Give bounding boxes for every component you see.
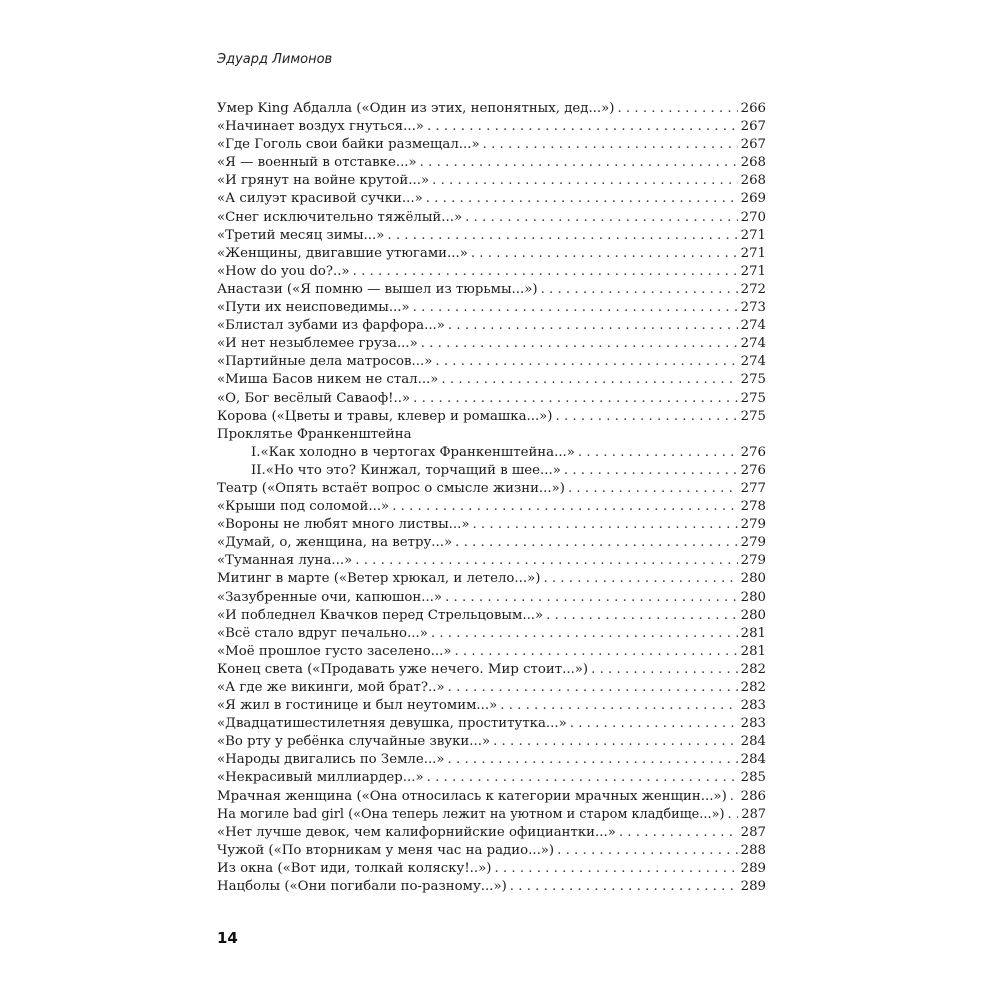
toc-entry-title: «How do you do?..» (217, 263, 350, 279)
dot-leader (471, 245, 738, 263)
toc-entry-title: Конец света («Продавать уже нечего. Мир стоит...») (217, 661, 589, 677)
toc-entry-title: «Снег исключительно тяжёлый...» (217, 209, 463, 225)
dot-leader (730, 788, 738, 806)
toc-entry (217, 788, 766, 806)
dot-leader (413, 390, 737, 408)
toc-entry (217, 317, 766, 335)
toc-entry (217, 118, 766, 136)
toc-entry (217, 516, 766, 534)
running-head-author: Эдуард Лимонов (217, 52, 333, 67)
dot-leader (448, 679, 738, 697)
toc-entry-title: «Третий месяц зимы...» (217, 227, 385, 243)
toc-entry (217, 498, 766, 516)
dot-leader (426, 190, 738, 208)
toc-entry (217, 136, 766, 154)
toc-entry (217, 769, 766, 787)
dot-leader (448, 751, 738, 769)
toc-entry-title: «А где же викинги, мой брат?..» (217, 680, 445, 695)
toc-entry-page: 286 (740, 788, 766, 804)
toc-entry-title: «Начинает воздух гнуться...» (217, 119, 424, 135)
toc-entry-title: Нацболы («Они погибали по-разному...») (217, 879, 507, 895)
toc-entry (217, 715, 766, 733)
toc-entry-page: 279 (740, 535, 766, 551)
dot-leader (510, 878, 738, 896)
toc-entry-title: «Зазубренные очи, капюшон...» (217, 589, 443, 605)
toc-entry-page: 278 (740, 499, 766, 515)
toc-entry-page: 287 (741, 806, 766, 822)
toc-entry (217, 462, 766, 480)
toc-entry-page: 281 (740, 625, 766, 641)
page-number: 14 (217, 929, 238, 947)
dot-leader (578, 444, 738, 462)
toc-entry (217, 570, 766, 588)
dot-leader (448, 317, 738, 335)
toc-entry-title: «Нет лучше девок, чем калифорнийские официантки...» (217, 824, 616, 840)
toc-entry-page: 266 (740, 101, 766, 116)
toc-entry-title: «Крыши под соломой...» (217, 499, 390, 515)
dot-leader (353, 263, 738, 281)
toc-entry-page: 280 (740, 571, 766, 587)
dot-leader (500, 697, 737, 715)
toc-entry-page: 274 (740, 354, 766, 370)
toc-entry-page: 277 (740, 480, 766, 496)
dot-leader (493, 733, 738, 751)
dot-leader (591, 661, 737, 679)
toc-entry (217, 679, 766, 697)
toc-entry (217, 733, 766, 751)
toc-entry (217, 607, 766, 625)
toc-entry-page: 281 (740, 643, 766, 659)
toc-entry (217, 534, 766, 552)
toc-entry-page: 276 (740, 444, 766, 460)
toc-entry-page: 274 (740, 318, 766, 334)
toc-entry-title: Митинг в марте («Ветер хрюкал, и летело...») (217, 571, 541, 587)
toc-entry-page: 279 (740, 553, 766, 569)
toc-entry (217, 661, 766, 679)
dot-leader (541, 281, 738, 299)
toc-entry-page: 270 (740, 209, 766, 225)
toc-entry (217, 643, 766, 661)
toc-entry-page: 289 (740, 879, 766, 895)
toc-entry (217, 227, 766, 245)
toc-entry-title: «Миша Басов никем не стал...» (217, 372, 439, 388)
toc-entry (217, 299, 766, 317)
dot-leader (546, 607, 737, 625)
toc-entry-title: Из окна («Вот иди, толкай коляску!..») (217, 860, 492, 876)
toc-entry-title: «Пути их неисповедимы...» (217, 300, 410, 316)
toc-entry (217, 190, 766, 208)
toc-entry (217, 245, 766, 263)
toc-entry (217, 444, 766, 462)
toc-entry (217, 625, 766, 643)
toc-entry (217, 589, 766, 607)
toc-entry-title: «Моё прошлое густо заселено...» (217, 643, 452, 659)
dot-leader (413, 299, 738, 317)
toc-entry-title: Чужой («По вторникам у меня час на радио...») (217, 842, 555, 858)
dot-leader (431, 625, 738, 643)
toc-entry-title: «Туманная луна...» (217, 553, 353, 569)
toc-entry (217, 751, 766, 769)
dot-leader (483, 136, 738, 154)
toc-entry (217, 390, 766, 408)
toc-entry-page: 282 (740, 661, 766, 677)
toc-entry (217, 154, 766, 172)
toc-entry (217, 371, 766, 389)
toc-entry-title: Проклятье Франкенштейна (217, 426, 412, 442)
dot-leader (619, 824, 738, 842)
toc-entry-title: «Женщины, двигавшие утюгами...» (217, 245, 468, 261)
toc-entry-title: «Всё стало вдруг печально...» (217, 625, 428, 641)
toc-entry-title: Мрачная женщина («Она относилась к категории мрачных женщин...») (217, 788, 727, 804)
toc-entry (217, 697, 766, 715)
dot-leader (556, 408, 738, 426)
toc-entry (217, 552, 766, 570)
toc-entry-page: 280 (740, 607, 766, 623)
toc-entry-page: 284 (740, 734, 766, 750)
toc-entry-title: «Партийные дела матросов...» (217, 354, 433, 370)
dot-leader (454, 643, 737, 661)
dot-leader (427, 118, 738, 136)
toc-entry-title: «А силуэт красивой сучки...» (217, 191, 423, 207)
toc-entry (217, 426, 766, 444)
toc-entry-page: 271 (740, 263, 766, 279)
toc-entry (217, 100, 766, 118)
dot-leader (435, 353, 737, 371)
toc-entry-title: «О, Бог весёлый Саваоф!..» (217, 390, 411, 406)
dot-leader (441, 371, 737, 389)
toc-entry-page: 267 (740, 137, 766, 153)
toc-entry-page: 273 (740, 300, 766, 316)
toc-entry (217, 878, 766, 896)
toc-entry-page: 280 (740, 589, 766, 605)
dot-leader (543, 570, 737, 588)
toc-entry-title: «Некрасивый миллиардер...» (217, 770, 424, 786)
toc-entry-page: 284 (740, 752, 766, 768)
dot-leader (564, 462, 738, 480)
toc-entry-page: 269 (740, 191, 766, 207)
toc-entry-title: «Я жил в гостинице и был неутомим...» (217, 698, 498, 714)
toc-entry-title: «Я — военный в отставке...» (217, 155, 417, 171)
dot-leader (421, 335, 738, 353)
toc-entry-title: «Вороны не любят много листвы...» (217, 517, 470, 533)
toc-entry-page: 268 (740, 155, 766, 171)
toc-entry-title: «Думай, о, женщина, на ветру...» (217, 535, 453, 551)
dot-leader (427, 769, 738, 787)
toc-entry-page: 287 (740, 824, 766, 840)
toc-entry (217, 172, 766, 190)
toc-entry-page: 282 (740, 680, 766, 695)
toc-entry-page: 275 (740, 408, 766, 424)
toc-entry-page: 289 (740, 860, 766, 876)
toc-entry (217, 281, 766, 299)
dot-leader (355, 552, 737, 570)
toc-entry-page: 288 (740, 842, 766, 858)
dot-leader (570, 715, 738, 733)
toc-entry (217, 824, 766, 842)
dot-leader (568, 480, 738, 498)
toc-entry-title: «И грянут на войне крутой...» (217, 173, 430, 189)
toc-entry-page: 276 (740, 462, 766, 478)
toc-entry (217, 263, 766, 281)
toc-entry-title: «Как холодно в чертогах Франкенштейна...» (260, 444, 575, 460)
dot-leader (455, 534, 737, 552)
dot-leader (557, 842, 737, 860)
toc-entry-page: 275 (740, 372, 766, 388)
toc-entry-title: «Народы двигались по Земле...» (217, 752, 445, 768)
toc-entry-title: «И нет незыблемее груза...» (217, 336, 418, 352)
toc-entry (217, 860, 766, 878)
dot-leader (465, 209, 738, 227)
toc-entry-title: «Во рту у ребёнка случайные звуки...» (217, 734, 491, 750)
table-of-contents (217, 100, 766, 896)
dot-leader (728, 806, 739, 824)
toc-entry-page: 271 (740, 227, 766, 243)
dot-leader (472, 516, 737, 534)
toc-entry-number: I. (251, 444, 261, 460)
toc-entry (217, 408, 766, 426)
toc-entry-title: «И побледнел Квачков перед Стрельцовым...» (217, 607, 544, 623)
toc-entry-page: 285 (740, 770, 766, 786)
toc-entry-title: На могиле bad girl («Она теперь лежит на уютном и старом кладбище...») (217, 806, 725, 822)
dot-leader (617, 100, 737, 118)
toc-entry-title: Театр («Опять встаёт вопрос о смысле жизни...») (217, 480, 565, 496)
toc-entry (217, 209, 766, 227)
dot-leader (494, 860, 737, 878)
toc-entry-title: «Но что это? Кинжал, торчащий в шее...» (265, 462, 561, 478)
toc-entry-page: 279 (740, 517, 766, 533)
dot-leader (392, 498, 737, 516)
toc-entry-title: Корова («Цветы и травы, клевер и ромашка...») (217, 408, 553, 424)
toc-entry-number: II. (251, 462, 266, 478)
toc-entry (217, 480, 766, 498)
dot-leader (432, 172, 738, 190)
dot-leader (420, 154, 738, 172)
toc-entry-title: Умер King Абдалла («Один из этих, непонятных, дед...») (217, 101, 615, 116)
toc-entry-page: 268 (740, 173, 766, 189)
toc-entry (217, 353, 766, 371)
toc-entry-page: 274 (740, 336, 766, 352)
toc-entry (217, 842, 766, 860)
dot-leader (445, 589, 738, 607)
toc-entry-title: «Двадцатишестилетняя девушка, проститутка...» (217, 716, 567, 732)
toc-entry-page: 283 (740, 716, 766, 732)
toc-entry (217, 335, 766, 353)
toc-entry-page: 275 (740, 390, 766, 406)
toc-entry (217, 806, 766, 824)
toc-entry-page: 272 (740, 281, 766, 297)
toc-entry-page: 271 (740, 245, 766, 261)
toc-entry-title: Анастази («Я помню — вышел из тюрьмы...») (217, 281, 538, 297)
toc-entry-title: «Блистал зубами из фарфора...» (217, 318, 445, 334)
dot-leader (387, 227, 737, 245)
toc-entry-page: 283 (740, 698, 766, 714)
toc-entry-title: «Где Гоголь свои байки размещал...» (217, 137, 480, 153)
toc-entry-page: 267 (740, 119, 766, 135)
